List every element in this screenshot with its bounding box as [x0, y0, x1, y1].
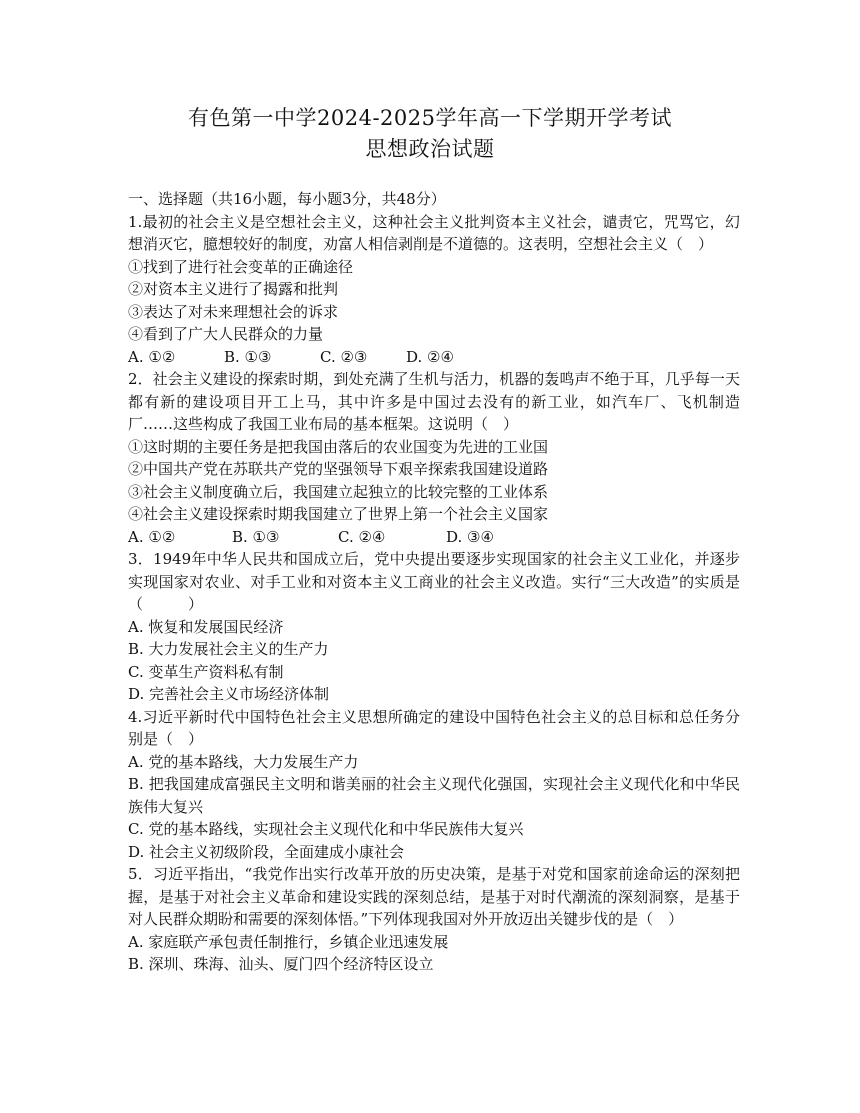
question-1-item: ③表达了对未来理想社会的诉求: [128, 302, 339, 321]
question-2-item: ①这时期的主要任务是把我国由落后的农业国变为先进的工业国: [128, 437, 549, 456]
question-1-stem: 1.最初的社会主义是空想社会主义，这种社会主义批判资本主义社会，谴责它，咒骂它，幻想消灭它，臆想较好的制度，劝富人相信剥削是不道德的。这表明，空想社会主义（ ）: [128, 212, 740, 253]
question-1-item: ①找到了进行社会变革的正确途径: [128, 257, 354, 276]
question-4-option-a: A. 党的基本路线，大力发展生产力: [128, 752, 359, 771]
question-5-option-a: A. 家庭联产承包责任制推行，乡镇企业迅速发展: [128, 932, 449, 951]
option-d: D. ②④: [406, 347, 454, 366]
question-4-option-d: D. 社会主义初级阶段，全面建成小康社会: [128, 842, 405, 861]
question-4-option-b: B. 把我国建成富强民主文明和谐美丽的社会主义现代化强国，实现社会主义现代化和中华民族伟大复兴: [128, 775, 740, 816]
question-5-stem: 5．习近平指出，“我党作出实行改革开放的历史决策，是基于对党和国家前途命运的深刻把握，是基于对社会主义革命和建设实践的深刻总结，是基于对时代潮流的深刻洞察，是基于对人民群众期盼和需要的深刻体悟。”下列体现我国对外开放迈出关键步伐的是（ ）: [128, 865, 740, 928]
option-c: C. ②③: [320, 347, 368, 366]
question-4-stem: 4.习近平新时代中国特色社会主义思想所确定的建设中国特色社会主义的总目标和总任务分别是（ ）: [128, 707, 740, 748]
question-4-option-c: C. 党的基本路线，实现社会主义现代化和中华民族伟大复兴: [128, 820, 524, 838]
question-2-item: ④社会主义建设探索时期我国建立了世界上第一个社会主义国家: [128, 505, 549, 523]
exam-content: [128, 188, 740, 976]
question-3-option-c: C. 变革生产资料私有制: [128, 662, 284, 681]
question-3-option-b: B. 大力发展社会主义的生产力: [128, 640, 329, 658]
option-c: C. ②④: [338, 527, 386, 546]
exam-title: 有色第一中学2024-2025学年高一下学期开学考试: [188, 106, 672, 130]
question-1-options: [128, 346, 740, 369]
question-2-stem: 2．社会主义建设的探索时期，到处充满了生机与活力，机器的轰鸣声不绝于耳，几乎每一天都有新的建设项目开工上马，其中许多是中国过去没有的新工业，如汽车厂、飞机制造厂……这些构成了我国工业布局的基本框架。这说明（ ）: [128, 370, 740, 433]
question-2-item: ③社会主义制度确立后，我国建立起独立的比较完整的工业体系: [128, 482, 549, 501]
option-d: D. ③④: [446, 527, 494, 546]
question-2-options: [128, 526, 740, 549]
question-1-item: ④看到了广大人民群众的力量: [128, 325, 324, 343]
question-1-item: ②对资本主义进行了揭露和批判: [128, 280, 339, 298]
question-3-stem: 3．1949年中华人民共和国成立后，党中央提出要逐步实现国家的社会主义工业化，并逐步实现国家对农业、对手工业和对资本主义工商业的社会主义改造。实行“三大改造”的实质是（ ）: [128, 550, 740, 613]
question-3-option-d: D. 完善社会主义市场经济体制: [128, 685, 330, 703]
question-2-item: ②中国共产党在苏联共产党的坚强领导下艰辛探索我国建设道路: [128, 460, 549, 478]
option-a: A. ①②: [128, 527, 176, 546]
question-5-option-b: B. 深圳、珠海、汕头、厦门四个经济特区设立: [128, 955, 434, 973]
question-3-option-a: A. 恢复和发展国民经济: [128, 617, 284, 636]
exam-subtitle: 思想政治试题: [365, 137, 495, 161]
option-b: B. ①③: [232, 527, 280, 546]
option-a: A. ①②: [128, 347, 176, 366]
option-b: B. ①③: [224, 347, 272, 366]
section-heading: 一、选择题（共16小题，每小题3分，共48分）: [128, 190, 446, 208]
